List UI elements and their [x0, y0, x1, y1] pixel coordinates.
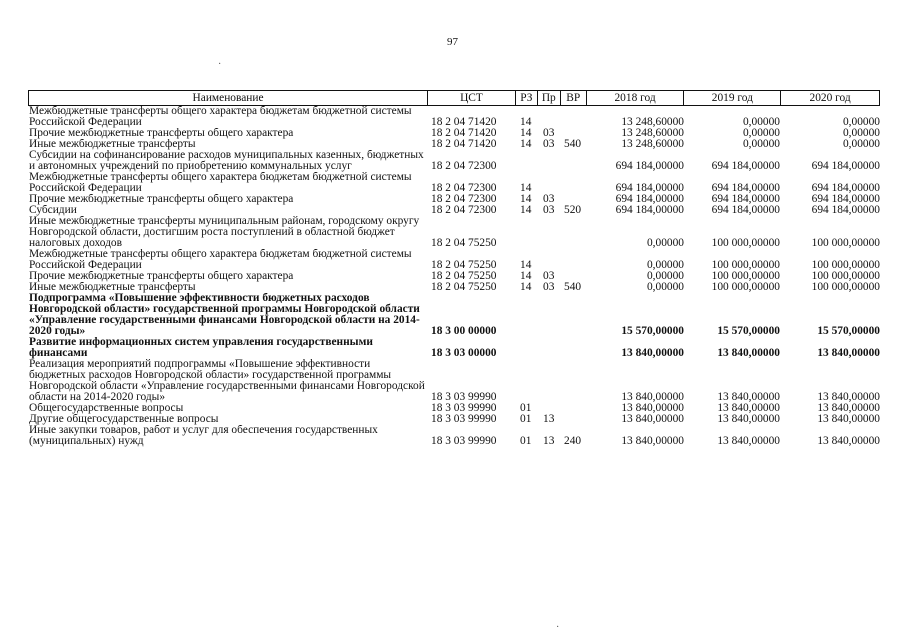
cell-y2019: 0,00000 [742, 117, 780, 128]
cell-pr: 03 [543, 139, 555, 150]
cell-name: Иные межбюджетные трансферты муниципальным районам, городскому округу Новгородской области, достигшим роста поступлений в областной бюджет налоговых доходов [29, 216, 420, 249]
cell-y2018: 694 184,00000 [615, 194, 684, 205]
cell-y2019: 100 000,00000 [711, 238, 780, 249]
table-row [28, 293, 880, 337]
cell-cst: 18 2 04 75250 [431, 271, 497, 282]
cell-y2019: 15 570,00000 [717, 326, 780, 337]
table-row [28, 359, 880, 403]
cell-rz: 01 [520, 403, 532, 414]
table-row [28, 128, 880, 139]
cell-y2018: 0,00000 [646, 260, 684, 271]
cell-y2019: 100 000,00000 [711, 271, 780, 282]
cell-y2020: 100 000,00000 [811, 282, 880, 293]
cell-cst: 18 2 04 72300 [431, 183, 497, 194]
cell-rz: 01 [520, 436, 532, 447]
cell-cst: 18 3 03 99990 [431, 436, 497, 447]
cell-pr: 03 [543, 271, 555, 282]
cell-y2019: 0,00000 [742, 139, 780, 150]
cell-y2019: 13 840,00000 [717, 436, 780, 447]
cell-y2019: 0,00000 [742, 128, 780, 139]
cell-rz: 14 [520, 128, 532, 139]
header-2019: 2019 год [684, 91, 781, 105]
cell-cst: 18 2 04 75250 [431, 282, 497, 293]
cell-cst: 18 2 04 71420 [431, 139, 497, 150]
cell-y2020: 13 840,00000 [817, 392, 880, 403]
table-row [28, 172, 880, 194]
cell-name: Межбюджетные трансферты общего характера бюджетам бюджетной системы Российской Федерации [29, 106, 412, 128]
cell-y2018: 0,00000 [646, 271, 684, 282]
header-2020: 2020 год [809, 92, 851, 104]
budget-table [28, 90, 880, 447]
cell-name: Иные закупки товаров, работ и услуг для обеспечения государственных (муниципальных) нужд [29, 425, 378, 447]
table-row [28, 271, 880, 282]
cell-y2019: 100 000,00000 [711, 260, 780, 271]
cell-name: Реализация мероприятий подпрограммы «Повышение эффективности бюджетных расходов Новгородской области» государственной программы Новгородской области «Управление государственными финансами Новгородской области на 2014-2020 годы» [29, 359, 425, 403]
header-2018: 2018 год [587, 91, 685, 105]
page-number: 97 [447, 36, 458, 48]
table-body [28, 106, 880, 447]
cell-y2019: 13 840,00000 [717, 392, 780, 403]
cell-vr: 540 [564, 139, 582, 150]
cell-name: Субсидии на софинансирование расходов муниципальных казенных, бюджетных и автономных учреждений по приобретению коммунальных услуг [29, 150, 424, 172]
cell-rz: 14 [520, 271, 532, 282]
cell-name: Субсидии [29, 205, 77, 216]
cell-y2018: 694 184,00000 [615, 205, 684, 216]
cell-y2020: 100 000,00000 [811, 271, 880, 282]
header-rz: РЗ [516, 91, 538, 105]
cell-y2019: 694 184,00000 [711, 161, 780, 172]
cell-rz: 01 [520, 414, 532, 425]
cell-y2019: 13 840,00000 [717, 403, 780, 414]
cell-cst: 18 3 03 99990 [431, 414, 497, 425]
cell-name: Развитие информационных систем управления государственными финансами [29, 337, 373, 359]
table-row [28, 150, 880, 172]
cell-y2018: 13 840,00000 [621, 436, 684, 447]
cell-cst: 18 3 00 00000 [431, 326, 497, 337]
cell-y2018: 694 184,00000 [615, 161, 684, 172]
cell-y2019: 694 184,00000 [711, 205, 780, 216]
cell-cst: 18 2 04 71420 [431, 117, 497, 128]
cell-y2020: 694 184,00000 [811, 161, 880, 172]
cell-cst: 18 3 03 99990 [431, 403, 497, 414]
cell-y2018: 694 184,00000 [615, 183, 684, 194]
scan-dot-bottom: · [556, 622, 560, 633]
cell-name: Иные межбюджетные трансферты [29, 282, 196, 293]
table-row [28, 414, 880, 425]
table-row [28, 249, 880, 271]
cell-y2020: 13 840,00000 [817, 403, 880, 414]
cell-vr: 540 [564, 282, 582, 293]
cell-name: Подпрограмма «Повышение эффективности бюджетных расходов Новгородской области» государственной программы Новгородской области «Управление государственными финансами Новгородской области на 2014-2020 годы» [29, 293, 420, 337]
cell-y2018: 13 248,60000 [621, 117, 684, 128]
cell-cst: 18 2 04 72300 [431, 161, 497, 172]
table-row [28, 425, 880, 447]
cell-rz: 14 [520, 117, 532, 128]
cell-name: Другие общегосударственные вопросы [29, 414, 219, 425]
cell-y2020: 694 184,00000 [811, 205, 880, 216]
cell-rz: 14 [520, 205, 532, 216]
table-row [28, 139, 880, 150]
table-row [28, 282, 880, 293]
cell-y2020: 694 184,00000 [811, 194, 880, 205]
cell-rz: 14 [520, 194, 532, 205]
cell-cst: 18 3 03 99990 [431, 392, 497, 403]
header-vr: ВР [561, 91, 587, 105]
cell-pr: 13 [543, 414, 555, 425]
cell-y2020: 100 000,00000 [811, 238, 880, 249]
cell-name: Прочие межбюджетные трансферты общего характера [29, 128, 294, 139]
cell-y2018: 13 840,00000 [621, 348, 684, 359]
table-row [28, 205, 880, 216]
cell-pr: 03 [543, 282, 555, 293]
table-row [28, 337, 880, 359]
cell-y2020: 13 840,00000 [817, 414, 880, 425]
cell-rz: 14 [520, 260, 532, 271]
cell-y2019: 13 840,00000 [717, 348, 780, 359]
cell-y2018: 0,00000 [646, 238, 684, 249]
cell-pr: 03 [543, 194, 555, 205]
cell-cst: 18 2 04 71420 [431, 128, 497, 139]
table-row [28, 194, 880, 205]
cell-y2020: 15 570,00000 [817, 326, 880, 337]
table-row [28, 216, 880, 249]
cell-name: Межбюджетные трансферты общего характера бюджетам бюджетной системы Российской Федерации [29, 249, 412, 271]
cell-pr: 13 [543, 436, 555, 447]
cell-y2018: 0,00000 [646, 282, 684, 293]
cell-y2019: 694 184,00000 [711, 194, 780, 205]
cell-rz: 14 [520, 139, 532, 150]
cell-rz: 14 [520, 183, 532, 194]
cell-y2020: 0,00000 [842, 117, 880, 128]
cell-y2020: 13 840,00000 [817, 436, 880, 447]
table-row [28, 403, 880, 414]
cell-pr: 03 [543, 205, 555, 216]
cell-name: Прочие межбюджетные трансферты общего характера [29, 271, 294, 282]
header-cst: ЦСТ [428, 91, 516, 105]
cell-y2018: 13 840,00000 [621, 392, 684, 403]
cell-vr: 240 [564, 436, 582, 447]
header-name: Наименование [29, 91, 428, 105]
cell-y2020: 0,00000 [842, 128, 880, 139]
cell-y2019: 13 840,00000 [717, 414, 780, 425]
cell-rz: 14 [520, 282, 532, 293]
cell-name: Иные межбюджетные трансферты [29, 139, 196, 150]
cell-y2020: 694 184,00000 [811, 183, 880, 194]
header-pr: Пр [538, 91, 561, 105]
cell-y2018: 13 840,00000 [621, 403, 684, 414]
cell-y2018: 13 248,60000 [621, 139, 684, 150]
cell-y2020: 13 840,00000 [817, 348, 880, 359]
cell-y2019: 100 000,00000 [711, 282, 780, 293]
cell-cst: 18 2 04 72300 [431, 205, 497, 216]
cell-name: Прочие межбюджетные трансферты общего характера [29, 194, 294, 205]
cell-cst: 18 2 04 75250 [431, 238, 497, 249]
cell-cst: 18 3 03 00000 [431, 348, 497, 359]
cell-cst: 18 2 04 72300 [431, 194, 497, 205]
table-row [28, 106, 880, 128]
cell-y2018: 15 570,00000 [621, 326, 684, 337]
scan-dot: · [218, 59, 222, 70]
cell-cst: 18 2 04 75250 [431, 260, 497, 271]
cell-pr: 03 [543, 128, 555, 139]
cell-y2020: 100 000,00000 [811, 260, 880, 271]
cell-y2018: 13 248,60000 [621, 128, 684, 139]
cell-y2019: 694 184,00000 [711, 183, 780, 194]
table-header [28, 90, 880, 106]
cell-name: Межбюджетные трансферты общего характера бюджетам бюджетной системы Российской Федерации [29, 172, 412, 194]
cell-vr: 520 [564, 205, 582, 216]
cell-y2018: 13 840,00000 [621, 414, 684, 425]
cell-y2020: 0,00000 [842, 139, 880, 150]
cell-name: Общегосударственные вопросы [29, 403, 184, 414]
